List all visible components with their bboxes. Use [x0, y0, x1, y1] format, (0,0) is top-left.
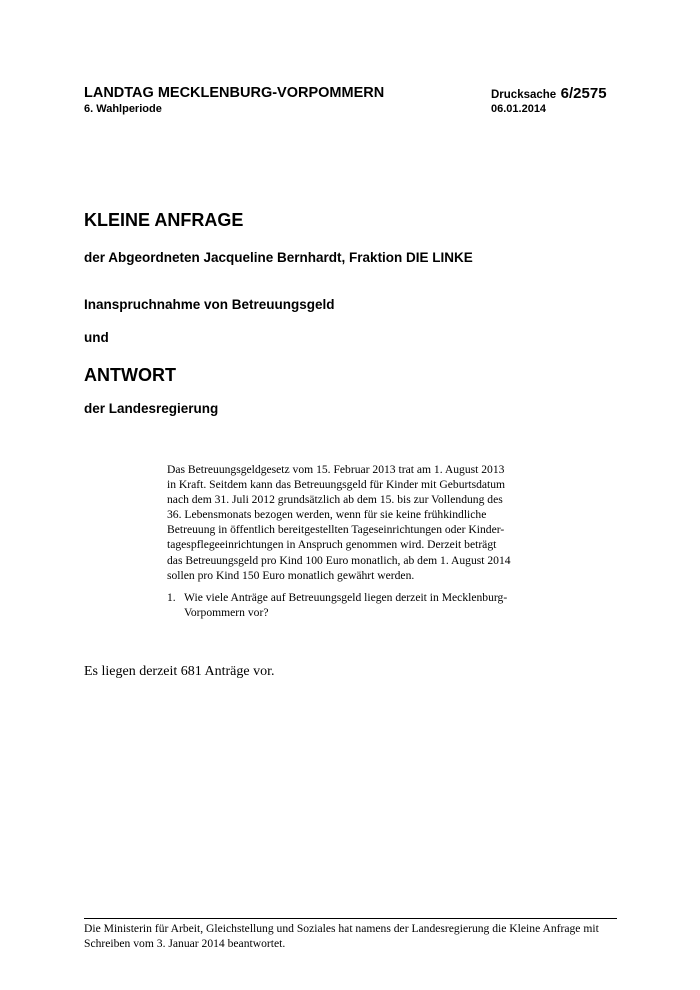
subject-line: Inanspruchnahme von Betreuungsgeld: [84, 297, 335, 312]
intro-line: nach dem 31. Juli 2012 grundsätzlich ab dem 15. bis zur Vollendung des: [167, 493, 503, 507]
footnote-line: Die Ministerin für Arbeit, Gleichstellung und Soziales hat namens der Landesregierung die Kleine Anfrage mit: [84, 922, 599, 935]
drucksache-label: Drucksache: [491, 89, 557, 101]
answer-type-heading: ANTWORT: [84, 365, 176, 385]
intro-line: sollen pro Kind 150 Euro monatlich gewährt werden.: [167, 568, 415, 582]
election-period: 6. Wahlperiode: [84, 103, 162, 115]
footnote-line: Schreiben vom 3. Januar 2014 beantwortet.: [84, 936, 286, 950]
conjunction-line: und: [84, 330, 109, 345]
author-line: der Abgeordneten Jacqueline Bernhardt, Fraktion DIE LINKE: [84, 250, 473, 265]
intro-paragraph: [167, 462, 517, 583]
question-line: Vorpommern vor?: [184, 606, 269, 620]
question-line: Wie viele Anträge auf Betreuungsgeld liegen derzeit in Mecklenburg-: [184, 591, 508, 604]
drucksache-number: 6/2575: [560, 85, 607, 102]
question-number: 1.: [167, 591, 176, 604]
intro-line: tagespflegeeinrichtungen in Anspruch genommen wird. Derzeit beträgt: [167, 538, 497, 552]
intro-line: in Kraft. Seitdem kann das Betreuungsgeld für Kinder mit Geburtsdatum: [167, 478, 506, 492]
footnote: [84, 922, 617, 951]
footnote-divider: [84, 918, 617, 919]
intro-line: das Betreuungsgeld pro Kind 100 Euro monatlich, ab dem 1. August 2014: [167, 553, 511, 567]
answer-text: Es liegen derzeit 681 Anträge vor.: [84, 664, 275, 679]
intro-line: Betreuung in öffentlich bereitgestellten Tageseinrichtungen oder Kinder-: [167, 523, 505, 537]
document-type-heading: KLEINE ANFRAGE: [84, 210, 244, 230]
question-text: [184, 590, 517, 620]
drucksache-reference: [491, 85, 607, 103]
intro-line: Das Betreuungsgeldgesetz vom 15. Februar 2013 trat am 1. August 2013: [167, 463, 505, 476]
document-date: 06.01.2014: [491, 103, 547, 115]
question-item: [167, 590, 517, 620]
parliament-name: LANDTAG MECKLENBURG-VORPOMMERN: [84, 85, 385, 101]
responder-line: der Landesregierung: [84, 401, 219, 416]
intro-line: 36. Lebensmonats bezogen werden, wenn für sie keine frühkindliche: [167, 508, 487, 522]
